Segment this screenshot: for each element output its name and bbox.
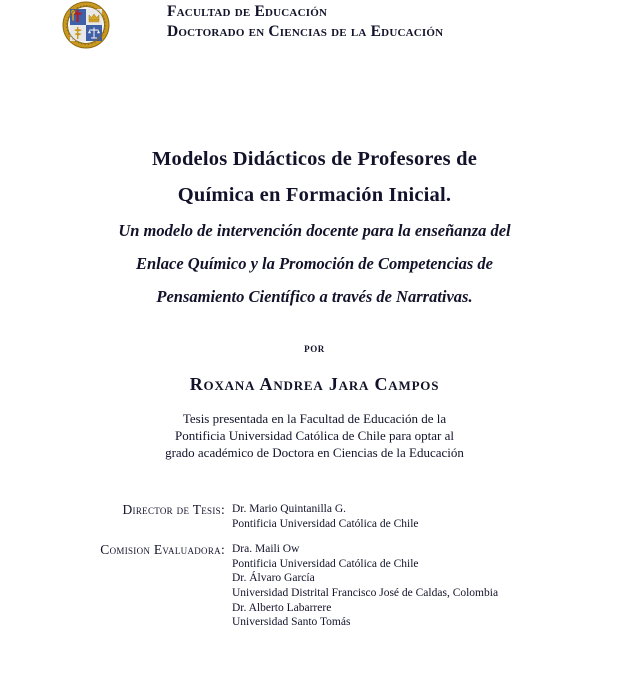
thesis-subtitle <box>0 214 629 313</box>
advisor-group-director <box>0 502 629 531</box>
puc-chile-coat-of-arms-icon <box>62 1 110 49</box>
thesis-statement <box>0 410 629 461</box>
subtitle-line-3: Pensamiento Científico a través de Narrativas. <box>156 287 473 306</box>
advisor-value: Dr. Alberto Labarrere <box>232 601 332 614</box>
advisor-value: Pontificia Universidad Católica de Chile <box>232 517 419 530</box>
advisors-section <box>0 502 629 641</box>
statement-line-3: grado académico de Doctora en Ciencias de la Educación <box>165 445 464 460</box>
title-line-1: Modelos Didácticos de Profesores de <box>151 148 478 170</box>
author-name: Roxana Andrea Jara Campos <box>189 374 440 394</box>
by-label: por <box>304 341 325 355</box>
advisor-value: Universidad Distrital Francisco José de Caldas, Colombia <box>232 586 499 599</box>
page-header <box>0 0 629 55</box>
faculty-line-1: Facultad de Educación <box>167 3 328 20</box>
advisor-value: Dra. Maili Ow <box>232 543 300 556</box>
director-label: Director de Tesis: <box>122 502 225 517</box>
faculty-line-2: Doctorado en Ciencias de la Educación <box>167 23 444 40</box>
thesis-title <box>0 141 629 213</box>
statement-line-2: Pontificia Universidad Católica de Chile para optar al <box>174 428 455 443</box>
faculty-heading <box>167 2 607 42</box>
subtitle-line-2: Enlace Químico y la Promoción de Competencias de <box>135 254 493 273</box>
committee-values <box>232 542 629 630</box>
advisor-group-committee <box>0 542 629 630</box>
advisor-value: Dr. Álvaro García <box>232 572 315 585</box>
statement-line-1: Tesis presentada en la Facultad de Educación de la <box>182 411 447 426</box>
advisor-value: Universidad Santo Tomás <box>232 616 351 629</box>
director-values <box>232 502 629 531</box>
advisor-value: Dr. Mario Quintanilla G. <box>232 503 347 515</box>
title-line-2: Química en Formación Inicial. <box>177 184 452 206</box>
subtitle-line-1: Un modelo de intervención docente para la enseñanza del <box>118 221 511 240</box>
advisor-value: Pontificia Universidad Católica de Chile <box>232 557 419 570</box>
committee-label: Comision Evaluadora: <box>100 542 225 558</box>
university-logo <box>62 1 110 49</box>
